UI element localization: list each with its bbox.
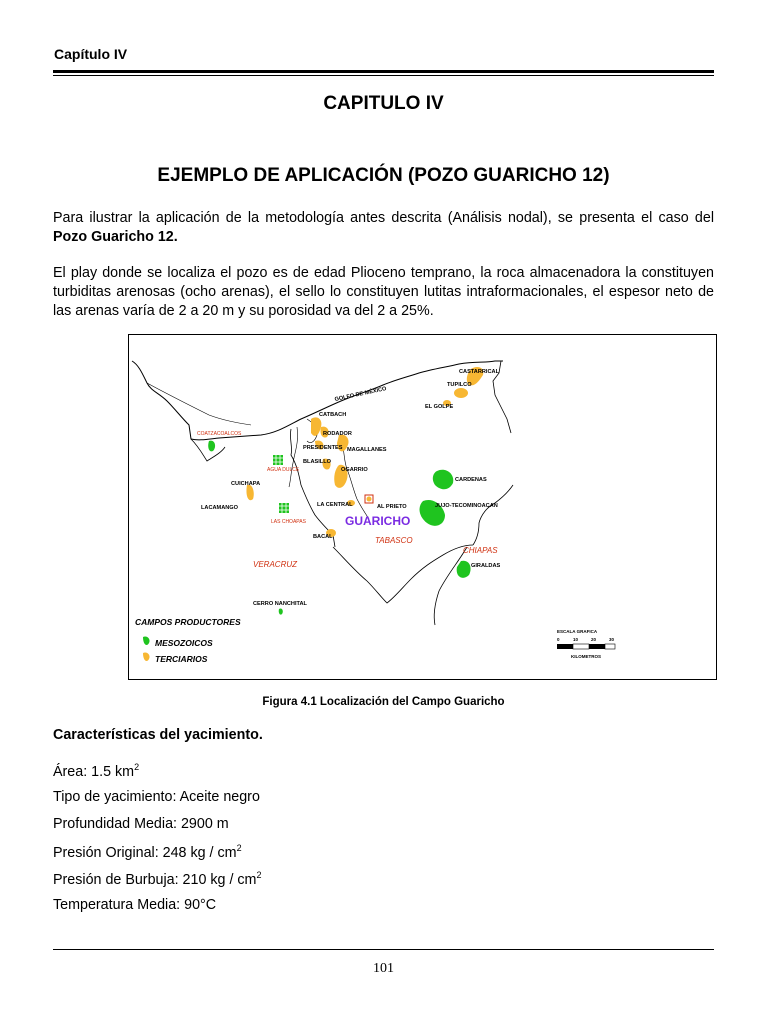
footer-rule: [53, 949, 714, 950]
scale-tick-20: 20: [591, 637, 597, 642]
section-title: EJEMPLO DE APLICACIÓN (POZO GUARICHO 12): [157, 165, 610, 186]
label-gulf: GOLFO DE MÉXICO: [334, 386, 388, 403]
prop-area: [53, 762, 139, 780]
label-tabasco: TABASCO: [375, 536, 413, 545]
label-magallanes: MAGALLANES: [347, 447, 387, 453]
prop-area-text: Área: 1.5 km: [53, 764, 135, 780]
prop-profundidad: Profundidad Media: 2900 m: [53, 816, 229, 832]
label-rodador: RODADOR: [323, 431, 352, 437]
scale-bar-1: [557, 644, 573, 649]
field-tupilco: [454, 388, 468, 398]
intro-text: Para ilustrar la aplicación de la metodología antes descrita (Análisis nodal), se presenta el caso del: [53, 210, 714, 226]
label-las-choapas: LAS CHOAPAS: [271, 519, 306, 525]
prop-presion-original-sup: 2: [236, 843, 242, 853]
header-rule-thin: [53, 75, 714, 76]
field-cerro-nanchital: [279, 608, 283, 614]
label-castarrical: CASTARRICAL: [459, 369, 499, 375]
label-cuatro: CATBACH: [319, 412, 347, 418]
river-coatza: [191, 439, 225, 461]
label-guaricho: GUARICHO: [345, 514, 411, 528]
field-agua-dulce: [273, 455, 283, 465]
border-tabasco-chiapas: [333, 545, 473, 603]
scale-tick-0: 0: [557, 637, 560, 642]
scale-unit: KILOMETROS: [571, 654, 601, 659]
field-coatza: [208, 441, 215, 452]
label-tupilco: TUPILCO: [447, 382, 472, 388]
field-cuatro: [311, 417, 321, 435]
prop-tipo: Tipo de yacimiento: Aceite negro: [53, 789, 260, 805]
scale-bar-4: [605, 644, 615, 649]
legend-title: CAMPOS PRODUCTORES: [135, 617, 241, 627]
label-agua-dulce: AGUA DULCE: [267, 467, 300, 473]
header-rule-thick: [53, 70, 714, 73]
prop-presion-original: [53, 843, 242, 861]
label-cerro-nanchital: CERRO NANCHITAL: [253, 601, 307, 607]
characteristics-heading: Características del yacimiento.: [53, 727, 263, 743]
page-number: 101: [373, 961, 394, 976]
field-las-choapas: [279, 503, 289, 513]
label-cuichapa: CUICHAPA: [231, 481, 261, 487]
prop-presion-burbuja: [53, 870, 261, 888]
label-chiapas: CHIAPAS: [463, 546, 498, 555]
chapter-title: CAPITULO IV: [323, 93, 444, 114]
intro-bold: Pozo Guaricho 12.: [53, 229, 178, 245]
figure-caption: Figura 4.1 Localización del Campo Guaricho: [262, 696, 505, 708]
label-ogarrio: OGARRIO: [341, 467, 368, 473]
label-blasillo: BLASILLO: [303, 459, 331, 465]
label-lacamango: LACAMANGO: [201, 505, 238, 511]
hatched-fields: [273, 455, 289, 513]
label-jujo: JUJO-TECOMINOACAN: [435, 503, 498, 509]
field-cuichapa: [246, 485, 253, 500]
prop-presion-burbuja-text: Presión de Burbuja: 210 kg / cm: [53, 872, 257, 888]
field-cardenas: [433, 470, 453, 490]
scale-tick-10: 10: [573, 637, 579, 642]
prop-presion-burbuja-sup: 2: [256, 870, 262, 880]
location-map: [128, 334, 717, 680]
field-giraldas: [457, 561, 471, 578]
legend-green-swatch: [143, 636, 150, 645]
label-al-prieto: AL PRIETO: [377, 504, 407, 510]
scale-bar-2: [573, 644, 589, 649]
border-chiapas: [473, 485, 513, 545]
label-el-golpe: EL GOLPE: [425, 404, 454, 410]
map-svg: [129, 335, 715, 678]
river-west: [147, 383, 251, 425]
label-giraldas: GIRALDAS: [471, 563, 501, 569]
legend-orange-swatch: [143, 652, 150, 661]
scale-bar-3: [589, 644, 605, 649]
scale-tick-30: 30: [609, 637, 615, 642]
field-al-prieto-center: [367, 497, 372, 502]
label-bacal: BACAL: [313, 534, 333, 540]
running-head: Capítulo IV: [54, 46, 128, 62]
intro-paragraph: [53, 209, 714, 247]
label-la-central: LA CENTRAL: [317, 502, 353, 508]
prop-temperatura: Temperatura Media: 90°C: [53, 897, 217, 913]
scale-title: ESCALA GRAFICA: [557, 629, 598, 634]
legend-terciarios: TERCIARIOS: [155, 654, 208, 664]
play-paragraph: El play donde se localiza el pozo es de edad Plioceno temprano, la roca almacenadora la constituyen turbiditas arenosas (ocho arenas), el sello lo constituyen lutitas intraformacionales, el espesor neto de las arenas varía de 2 a 20 m y su porosidad va del 2 a 25%.: [53, 265, 714, 319]
label-coatzacoalcos: COATZACOALCOS: [197, 431, 242, 437]
border-south: [434, 547, 467, 625]
label-veracruz: VERACRUZ: [253, 560, 298, 569]
prop-area-sup: 2: [134, 762, 140, 772]
label-cardenas: CARDENAS: [455, 477, 487, 483]
label-presidentes: PRESIDENTES: [303, 445, 343, 451]
legend-mesozoicos: MESOZOICOS: [155, 638, 213, 648]
prop-presion-original-text: Presión Original: 248 kg / cm: [53, 845, 237, 861]
